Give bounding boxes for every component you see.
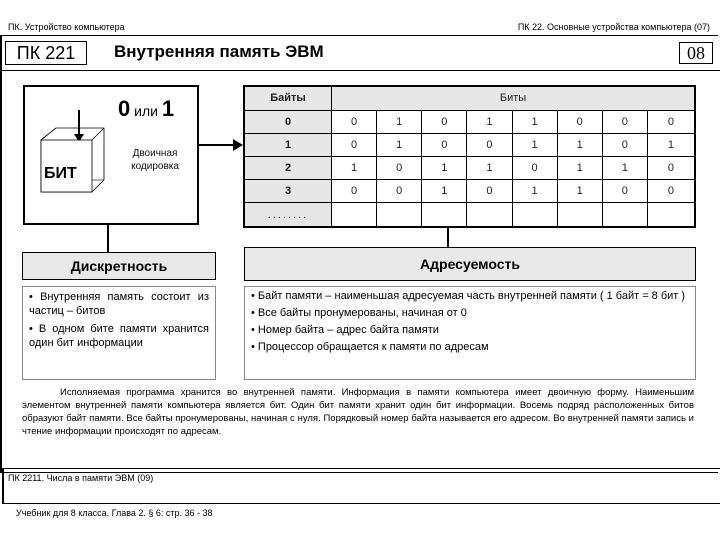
section-code: ПК 221 bbox=[5, 41, 87, 65]
bit-cell: 0 bbox=[602, 180, 647, 203]
bit-cell: 1 bbox=[557, 180, 602, 203]
breadcrumb-previous[interactable]: ПК 22. Основные устройства компьютера (07) bbox=[517, 22, 710, 32]
bit-cell: 1 bbox=[512, 110, 557, 133]
page-number: 08 bbox=[679, 42, 713, 64]
bit-cell: 1 bbox=[512, 180, 557, 203]
summary-paragraph: Исполняемая программа хранится во внутренней памяти. Информация в памяти компьютера имеет двоичную форму. Наименьшим элементом внутренней памяти компьютера является бит. Один бит памяти хранит один бит информации. Восемь подряд расположенных битов образуют байт памяти. Все байты пронумерованы, начиная с нуля. Порядковый номер байта называется его адресом. Во внутренней памяти запись и чтение информации происходят по адресам. bbox=[22, 387, 694, 437]
table-row bbox=[244, 156, 695, 179]
addressability-list bbox=[244, 286, 696, 380]
list-item: • Все байты пронумерованы, начиная от 0 bbox=[251, 307, 467, 319]
bit-one: 1 bbox=[161, 96, 175, 121]
list-item: • Байт памяти – наименьшая адресуемая часть внутренней памяти ( 1 байт = 8 бит ) bbox=[251, 290, 686, 302]
memory-table bbox=[243, 85, 696, 228]
bit-cell: 1 bbox=[332, 156, 377, 179]
bit-cube-label: БИТ bbox=[44, 165, 77, 182]
bit-cell: 1 bbox=[377, 110, 422, 133]
bit-cell: 1 bbox=[602, 156, 647, 179]
encoding-line-1: Двоичная bbox=[132, 148, 178, 159]
bit-cell: 0 bbox=[422, 133, 467, 156]
bit-zero: 0 bbox=[118, 96, 131, 121]
list-item: • Внутренняя память состоит из частиц – битов bbox=[29, 291, 209, 317]
bit-cell: 0 bbox=[332, 180, 377, 203]
encoding-line-2: кодировка bbox=[131, 161, 179, 172]
addressability-heading: Адресуемость bbox=[244, 247, 696, 281]
header-divider bbox=[0, 70, 720, 71]
bit-cell: 0 bbox=[512, 156, 557, 179]
list-item: • Процессор обращается к памяти по адресам bbox=[251, 341, 489, 353]
binary-encoding-label bbox=[124, 147, 186, 173]
bit-cell: 0 bbox=[602, 133, 647, 156]
byte-address: 0 bbox=[244, 110, 332, 133]
more-bytes-ellipsis: ........ bbox=[244, 203, 332, 227]
list-item: • Номер байта – адрес байта памяти bbox=[251, 324, 439, 336]
page-title: Внутренняя память ЭВМ bbox=[114, 42, 324, 61]
bit-cell: 1 bbox=[467, 156, 512, 179]
bit-cell: 0 bbox=[557, 110, 602, 133]
table-row bbox=[244, 203, 695, 227]
connector-addressability bbox=[447, 228, 449, 247]
discreteness-heading: Дискретность bbox=[22, 252, 216, 280]
bit-cell: 0 bbox=[332, 110, 377, 133]
bit-cell: 0 bbox=[602, 110, 647, 133]
byte-address: 3 bbox=[244, 180, 332, 203]
list-item: • В одном бите памяти хранится один бит информации bbox=[29, 323, 209, 349]
bit-cell: 0 bbox=[377, 180, 422, 203]
bit-cell: 0 bbox=[647, 180, 695, 203]
bit-cell: 1 bbox=[377, 133, 422, 156]
bits-header: Биты bbox=[332, 86, 696, 110]
breadcrumb-parent[interactable]: ПК. Устройство компьютера bbox=[8, 22, 125, 32]
bit-values bbox=[118, 96, 174, 122]
byte-address: 2 bbox=[244, 156, 332, 179]
bit-cell: 0 bbox=[467, 180, 512, 203]
bit-cell: 0 bbox=[332, 133, 377, 156]
connector-discreteness bbox=[107, 225, 109, 253]
cube-icon bbox=[36, 108, 116, 208]
arrow-line bbox=[199, 144, 237, 146]
bit-cell: 1 bbox=[422, 156, 467, 179]
bit-cell: 1 bbox=[557, 156, 602, 179]
textbook-reference: Учебник для 8 класса. Глава 2. § 6: стр. 36 - 38 bbox=[16, 508, 213, 518]
bit-cell: 1 bbox=[512, 133, 557, 156]
table-row bbox=[244, 180, 695, 203]
bit-cell: 0 bbox=[467, 133, 512, 156]
bit-cell: 0 bbox=[647, 156, 695, 179]
discreteness-list bbox=[22, 286, 216, 380]
bytes-header: Байты bbox=[244, 86, 332, 110]
byte-address: 1 bbox=[244, 133, 332, 156]
next-topic-link[interactable]: ПК 2211. Числа в памяти ЭВМ (09) bbox=[8, 473, 154, 483]
table-row bbox=[244, 110, 695, 133]
arrow-right-icon bbox=[233, 139, 243, 151]
bit-cell: 1 bbox=[467, 110, 512, 133]
bit-cell: 0 bbox=[647, 110, 695, 133]
bit-or: или bbox=[130, 103, 162, 119]
bit-cell: 1 bbox=[557, 133, 602, 156]
bit-cell: 1 bbox=[422, 180, 467, 203]
table-row bbox=[244, 133, 695, 156]
bit-cell: 0 bbox=[422, 110, 467, 133]
bit-cell: 1 bbox=[647, 133, 695, 156]
bit-cell: 0 bbox=[377, 156, 422, 179]
